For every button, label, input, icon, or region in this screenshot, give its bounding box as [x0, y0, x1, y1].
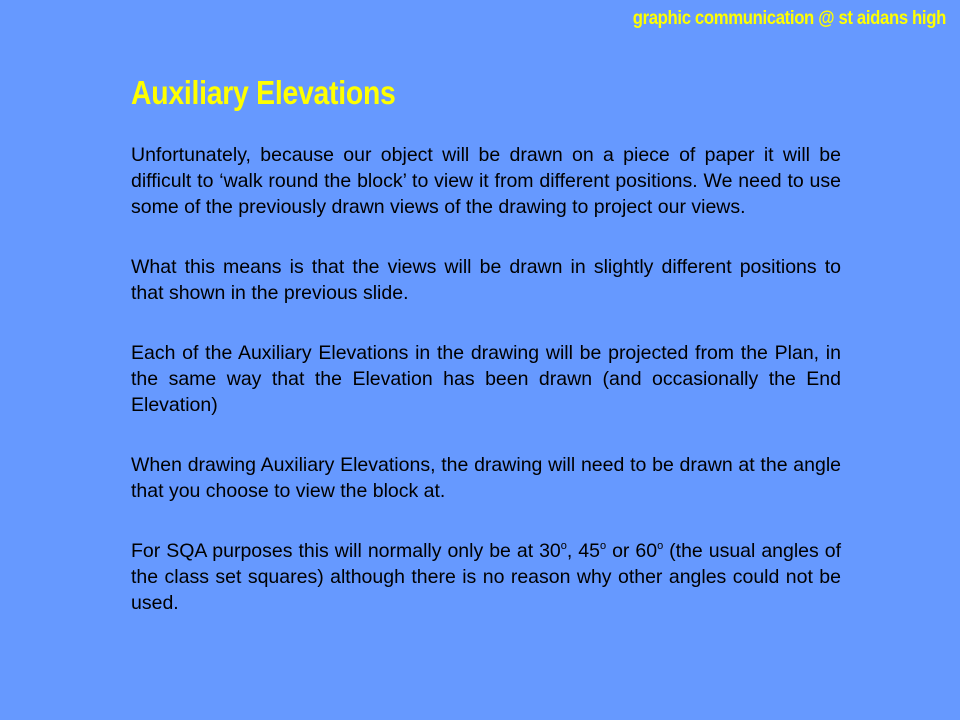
paragraph-sqa-angles — [131, 538, 841, 616]
paragraph-drawing-angle: When drawing Auxiliary Elevations, the drawing will need to be drawn at the angle that you choose to view the block at. — [131, 454, 841, 502]
degree-superscript-60: o — [657, 540, 664, 552]
degree-superscript-30: o — [560, 540, 567, 552]
angles-text-60: or 60 — [606, 540, 658, 562]
slide-title: Auxiliary Elevations — [131, 74, 396, 111]
angles-text-end: (the usual angles of the class set squares) although there is no reason why other angles could not be used. — [131, 540, 842, 614]
slide-body — [131, 142, 841, 650]
header-credit: graphic communication @ st aidans high — [632, 8, 946, 29]
paragraph-walk-round: Unfortunately, because our object will be drawn on a piece of paper it will be difficult to ‘walk round the block’ to view it from different positions. We need to use some of the previously drawn views of the drawing to project our views. — [131, 144, 841, 218]
angles-text-start: For SQA purposes this will normally only be at 30 — [131, 540, 561, 562]
degree-superscript-45: o — [599, 540, 607, 552]
paragraph-positions: What this means is that the views will be drawn in slightly different positions to that shown in the previous slide. — [131, 256, 841, 304]
paragraph-projection: Each of the Auxiliary Elevations in the drawing will be projected from the Plan, in the same way that the Elevation has been drawn (and occasionally the End Elevation) — [131, 342, 841, 416]
angles-text-45: , 45 — [566, 540, 600, 562]
